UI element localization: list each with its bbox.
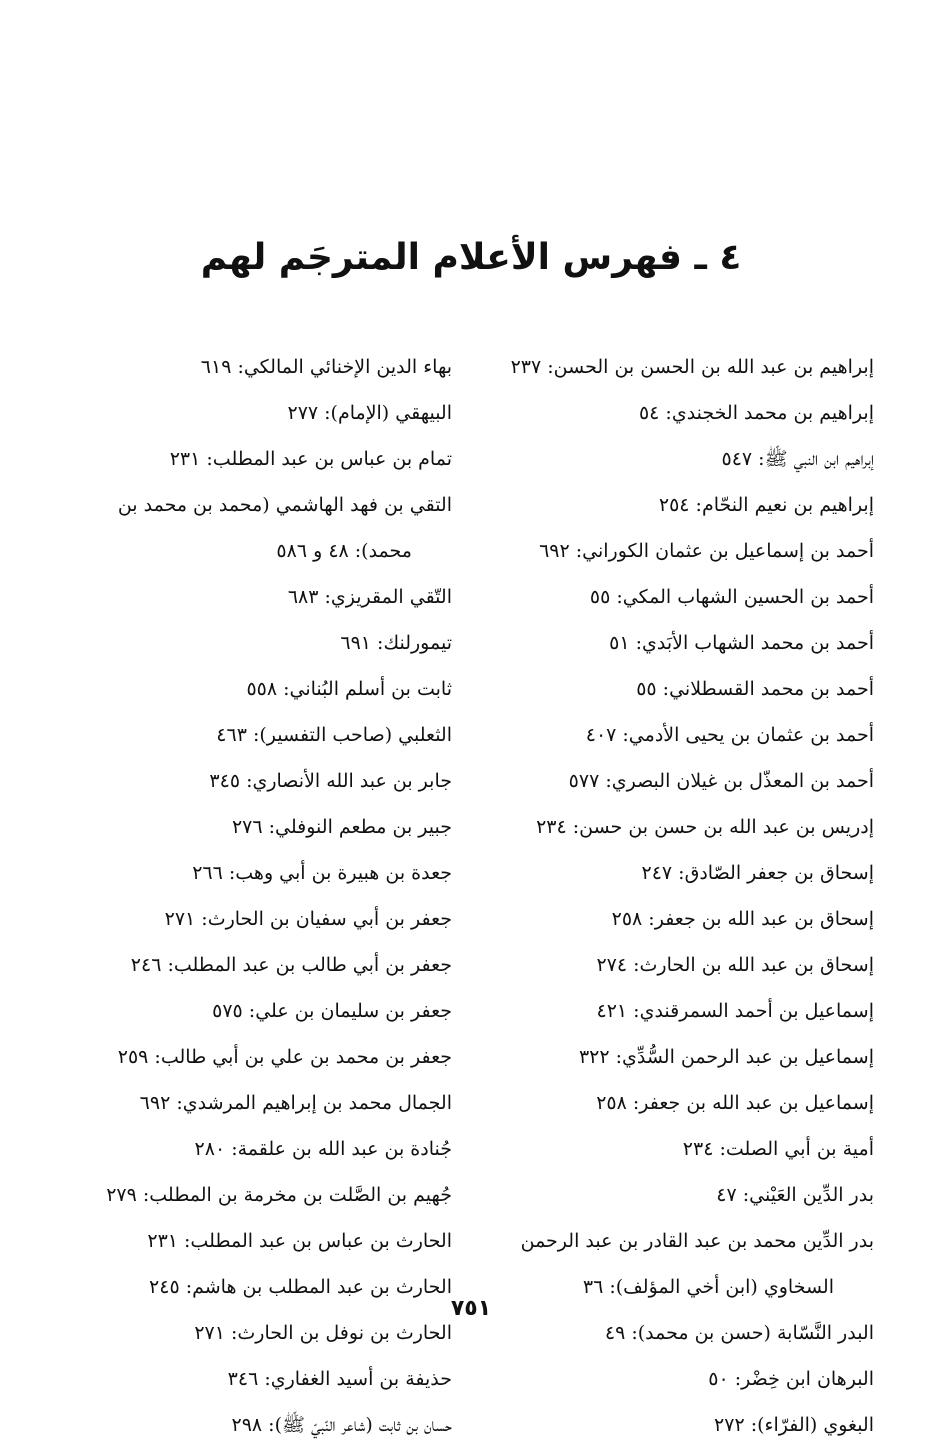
index-entry: حسان بن ثابت (شاعر النّبيّ ﷺ): ٢٩٨ [231, 1414, 452, 1436]
index-entry: تيمورلنك: ٦٩١ [340, 632, 452, 654]
index-entry: أحمد بن محمد القسطلاني: ٥٥ [636, 678, 874, 700]
index-entry: جعفر بن أبي سفيان بن الحارث: ٢٧١ [164, 908, 452, 930]
index-entry: إبراهيم بن محمد الخجندي: ٥٤ [638, 402, 874, 424]
index-entry: إبراهيم ابن النبي ﷺ: ٥٤٧ [721, 448, 874, 470]
index-column-left [60, 344, 452, 1448]
index-entry: جعفر بن سليمان بن علي: ٥٧٥ [212, 1000, 452, 1022]
index-entry: الحارث بن عبد المطلب بن هاشم: ٢٤٥ [149, 1276, 452, 1298]
index-entry: الجمال محمد بن إبراهيم المرشدي: ٦٩٢ [139, 1092, 452, 1114]
index-entry: جُهيم بن الصَّلت بن مخرمة بن المطلب: ٢٧٩ [106, 1184, 452, 1206]
index-column-right [474, 344, 874, 1448]
index-entry-continuation: السخاوي (ابن أخي المؤلف): ٣٦ [582, 1276, 834, 1298]
index-entry: تمام بن عباس بن عبد المطلب: ٢٣١ [169, 448, 452, 470]
index-entry: التقي بن فهد الهاشمي (محمد بن محمد بن [117, 494, 452, 516]
index-entry: بدر الدِّين محمد بن عبد القادر بن عبد الرحمن [520, 1230, 874, 1252]
index-entry: أحمد بن عثمان بن يحيى الأدمي: ٤٠٧ [585, 724, 874, 746]
index-entry: إدريس بن عبد الله بن حسن بن حسن: ٢٣٤ [536, 816, 874, 838]
index-entry: جعدة بن هبيرة بن أبي وهب: ٢٦٦ [192, 862, 452, 884]
index-entry: البغوي (الفرّاء): ٢٧٢ [714, 1414, 874, 1436]
index-entry: أحمد بن المعذّل بن غيلان البصري: ٥٧٧ [568, 770, 874, 792]
page-number: ٧٥١ [450, 1296, 492, 1321]
index-entry: إسحاق بن عبد الله بن جعفر: ٢٥٨ [611, 908, 874, 930]
index-entry: إسماعيل بن عبد الله بن جعفر: ٢٥٨ [596, 1092, 874, 1114]
index-entry: بهاء الدين الإخنائي المالكي: ٦١٩ [200, 356, 452, 378]
index-entry: الحارث بن نوفل بن الحارث: ٢٧١ [194, 1322, 452, 1344]
index-entry: إبراهيم بن نعيم النحّام: ٢٥٤ [658, 494, 874, 516]
index-entry: إسحاق بن عبد الله بن الحارث: ٢٧٤ [596, 954, 874, 976]
index-entry: الثعلبي (صاحب التفسير): ٤٦٣ [216, 724, 452, 746]
index-entry: إبراهيم بن عبد الله بن الحسن بن الحسن: ٢٣٧ [510, 356, 874, 378]
index-entry: حذيفة بن أسيد الغفاري: ٣٤٦ [227, 1368, 452, 1390]
index-entry: البرهان ابن خِضْر: ٥٠ [708, 1368, 874, 1390]
index-entry: أحمد بن الحسين الشهاب المكي: ٥٥ [589, 586, 874, 608]
index-entry: بدر الدِّين العَيْني: ٤٧ [716, 1184, 874, 1206]
index-entry: أحمد بن إسماعيل بن عثمان الكوراني: ٦٩٢ [539, 540, 874, 562]
index-entry: جعفر بن محمد بن علي بن أبي طالب: ٢٥٩ [117, 1046, 452, 1068]
page-title: ٤ ـ فهرس الأعلام المترجَم لهم [200, 237, 742, 278]
index-entry: البدر النَّسّابة (حسن بن محمد): ٤٩ [604, 1322, 874, 1344]
index-entry: التّقي المقريزي: ٦٨٣ [287, 586, 452, 608]
index-entry: جبير بن مطعم النوفلي: ٢٧٦ [231, 816, 452, 838]
index-entry: إسماعيل بن أحمد السمرقندي: ٤٢١ [596, 1000, 874, 1022]
index-entry: جُنادة بن عبد الله بن علقمة: ٢٨٠ [194, 1138, 452, 1160]
index-entry: جابر بن عبد الله الأنصاري: ٣٤٥ [209, 770, 452, 792]
index-entry-continuation: محمد): ٤٨ و ٥٨٦ [276, 540, 412, 562]
index-entry: أمية بن أبي الصلت: ٢٣٤ [682, 1138, 874, 1160]
index-entry: ثابت بن أسلم البُناني: ٥٥٨ [246, 678, 452, 700]
index-entry: الحارث بن عباس بن عبد المطلب: ٢٣١ [147, 1230, 452, 1252]
index-entry: إسحاق بن جعفر الصّادق: ٢٤٧ [641, 862, 874, 884]
index-entry: جعفر بن أبي طالب بن عبد المطلب: ٢٤٦ [130, 954, 452, 976]
index-entry: أحمد بن محمد الشهاب الأبَدي: ٥١ [609, 632, 874, 654]
index-entry: إسماعيل بن عبد الرحمن السُّدِّي: ٣٢٢ [578, 1046, 874, 1068]
index-entry: البيهقي (الإمام): ٢٧٧ [287, 402, 452, 424]
